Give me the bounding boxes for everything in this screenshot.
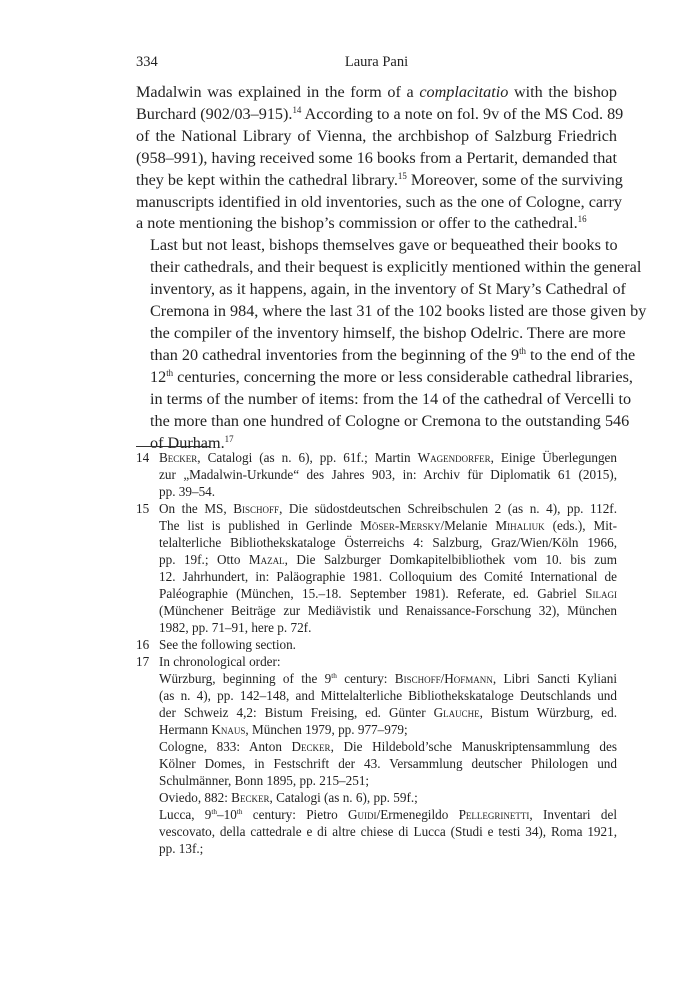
footnote-line: Cologne, 833: Anton Decker, Die Hildebold’sche Manuskriptensammlung des bbox=[159, 739, 617, 754]
footnote-line: See the following section. bbox=[159, 637, 296, 652]
header-author: Laura Pani bbox=[344, 54, 409, 70]
author-name-smallcaps: Pellegrinetti bbox=[458, 807, 530, 822]
footnote-line: Schulmänner, Bonn 1895, pp. 215–251; bbox=[159, 773, 370, 788]
footnote-line: Kölner Domes, in Festschrift der 43. Versammlung deutscher Philologen und bbox=[159, 756, 617, 771]
footnote-line: pp. 39–54. bbox=[159, 484, 216, 499]
footnotes bbox=[136, 449, 617, 857]
text-line: 12th centuries, concerning the more or less considerable cathedral libraries, bbox=[150, 367, 633, 386]
superscript: 17 bbox=[224, 433, 234, 444]
footnote-line: 12. Jahrhundert, in: Paläographie 1981. Colloquium des Comité International de bbox=[159, 569, 617, 584]
footnote-text bbox=[159, 500, 617, 636]
footnote-text bbox=[159, 449, 617, 500]
author-name-smallcaps: Silagi bbox=[585, 586, 617, 601]
footnote-14 bbox=[136, 449, 617, 500]
footnote-line: Lucca, 9th–10th century: Pietro Guidi/Ermenegildo Pellegrinetti, Inventari del bbox=[159, 807, 617, 822]
footnote-line: der Schweiz 4,2: Bistum Freising, ed. Günter Glauche, Bistum Würzburg, ed. bbox=[159, 705, 617, 720]
author-name-smallcaps: Mihaliuk bbox=[495, 518, 545, 533]
footnote-line: pp. 19f.; Otto Mazal, Die Salzburger Domkapitelbibliothek vom 10. bis zum bbox=[159, 552, 617, 567]
footnote-number: 15 bbox=[136, 501, 150, 516]
footnote-text bbox=[159, 636, 617, 653]
footnote-line: Würzburg, beginning of the 9th century: Bischoff/Hofmann, Libri Sancti Kyliani bbox=[159, 671, 617, 686]
superscript: th bbox=[519, 345, 526, 356]
author-name-smallcaps: Becker bbox=[159, 450, 198, 465]
text-line: Cremona in 984, where the last 31 of the 102 books listed are those given by bbox=[150, 302, 647, 321]
paragraph-2 bbox=[136, 235, 647, 454]
footnote-line: telalterliche Bibliothekskataloge Österreichs 4: Salzburg, Graz/Wien/Köln 1966, bbox=[159, 535, 617, 550]
author-name-smallcaps: Wagendorfer bbox=[417, 450, 491, 465]
author-name-smallcaps: Becker bbox=[231, 790, 270, 805]
footnote-number: 14 bbox=[136, 450, 150, 465]
text-line: the compiler of the inventory himself, the bishop Odelric. There are more bbox=[150, 323, 626, 342]
superscript: 16 bbox=[577, 214, 587, 225]
text-line: Madalwin was explained in the form of a complacitatio with the bishop bbox=[136, 83, 617, 101]
text-line: Burchard (902/03–915).$^{14}$ According to a note on fol. 9v of the MS Cod. 89 bbox=[136, 104, 624, 123]
footnote-17 bbox=[136, 653, 617, 857]
author-name-smallcaps: Glauche bbox=[433, 705, 480, 720]
footnote-line: In chronological order: bbox=[159, 654, 281, 669]
author-name-smallcaps: Decker bbox=[291, 739, 331, 754]
text-line: (958–991), having received some 16 books from a Pertarit, demanded that bbox=[136, 148, 617, 167]
text-line: of Durham.$^{17}$ bbox=[150, 433, 234, 452]
footnote-line: Hermann Knaus, München 1979, pp. 977–979; bbox=[159, 722, 408, 737]
footnote-text bbox=[159, 653, 617, 857]
footnote-16 bbox=[136, 636, 617, 653]
paragraph-1 bbox=[136, 82, 624, 235]
author-name-smallcaps: Mazal bbox=[248, 552, 285, 567]
text-line: in terms of the number of items: from the 14 of the cathedral of Vercelli to bbox=[150, 389, 632, 408]
author-name-smallcaps: Möser-Mersky bbox=[360, 518, 441, 533]
author-name-smallcaps: Bischoff bbox=[394, 671, 441, 686]
text-line: a note mentioning the bishop’s commission or offer to the cathedral.$^{16}$ bbox=[136, 214, 587, 233]
footnote-line: Oviedo, 882: Becker, Catalogi (as n. 6), pp. 59f.; bbox=[159, 790, 418, 805]
page-number: 334 bbox=[136, 54, 158, 70]
superscript: th bbox=[331, 671, 337, 680]
running-head bbox=[136, 52, 617, 72]
superscript: th bbox=[211, 807, 218, 816]
author-name-smallcaps: Hofmann bbox=[444, 671, 493, 686]
footnote-number: 16 bbox=[136, 637, 150, 652]
author-name-smallcaps: Bischoff bbox=[233, 501, 280, 516]
footnote-line: On the MS, Bischoff, Die südostdeutschen Schreibschulen 2 (as n. 4), pp. 112f. bbox=[159, 501, 617, 516]
text-line: than 20 cathedral inventories from the beginning of the 9th to the end of the bbox=[150, 345, 636, 364]
author-name-smallcaps: Knaus bbox=[211, 722, 246, 737]
footnote-line: pp. 13f.; bbox=[159, 841, 204, 856]
footnote-line: Paléographie (München, 15.–18. September 1981). Referate, ed. Gabriel Silagi bbox=[159, 586, 617, 601]
body-text bbox=[136, 82, 647, 454]
text-line: the more than one hundred of Cologne or Cremona to the outstanding 546 bbox=[150, 411, 630, 430]
footnote-line: 1982, pp. 71–91, here p. 72f. bbox=[159, 620, 312, 635]
text-line: they be kept within the cathedral library.$^{15}$ Moreover, some of the surviving bbox=[136, 170, 623, 189]
text-line: manuscripts identified in old inventories, such as the one of Cologne, carry bbox=[136, 192, 622, 211]
footnote-separator bbox=[136, 446, 210, 447]
footnote-line: Becker, Catalogi (as n. 6), pp. 61f.; Martin Wagendorfer, Einige Überlegungen bbox=[159, 450, 617, 465]
superscript: th bbox=[166, 367, 174, 378]
footnote-line: The list is published in Gerlinde Möser-Mersky/Melanie Mihaliuk (eds.), Mit- bbox=[159, 518, 617, 533]
text-line: Last but not least, bishops themselves gave or bequeathed their books to bbox=[150, 236, 618, 255]
footnote-line: (as n. 4), pp. 142–148, and Mittelalterliche Bibliothekskataloge Deutschlands und bbox=[159, 688, 617, 703]
italic-term: complacitatio bbox=[419, 83, 509, 101]
footnote-line: (Münchener Beiträge zur Mediävistik und Renaissance-Forschung 32), München bbox=[159, 603, 617, 618]
footnote-15 bbox=[136, 500, 617, 636]
superscript: 14 bbox=[292, 104, 302, 115]
superscript: 15 bbox=[397, 170, 407, 181]
footnote-line: vescovato, della cattedrale e di altre chiese di Lucca (Studi e testi 34), Roma 1921, bbox=[159, 824, 617, 839]
author-name-smallcaps: Guidi bbox=[348, 807, 377, 822]
superscript: th bbox=[236, 807, 243, 816]
text-line: of the National Library of Vienna, the archbishop of Salzburg Friedrich bbox=[136, 126, 617, 145]
footnote-line: zur „Madalwin-Urkunde“ des Jahres 903, in: Archiv für Diplomatik 61 (2015), bbox=[159, 467, 617, 482]
text-line: their cathedrals, and their bequest is explicitly mentioned within the general bbox=[150, 258, 642, 277]
text-line: inventory, as it happens, again, in the inventory of St Mary’s Cathedral of bbox=[150, 280, 626, 299]
footnote-number: 17 bbox=[136, 654, 150, 669]
